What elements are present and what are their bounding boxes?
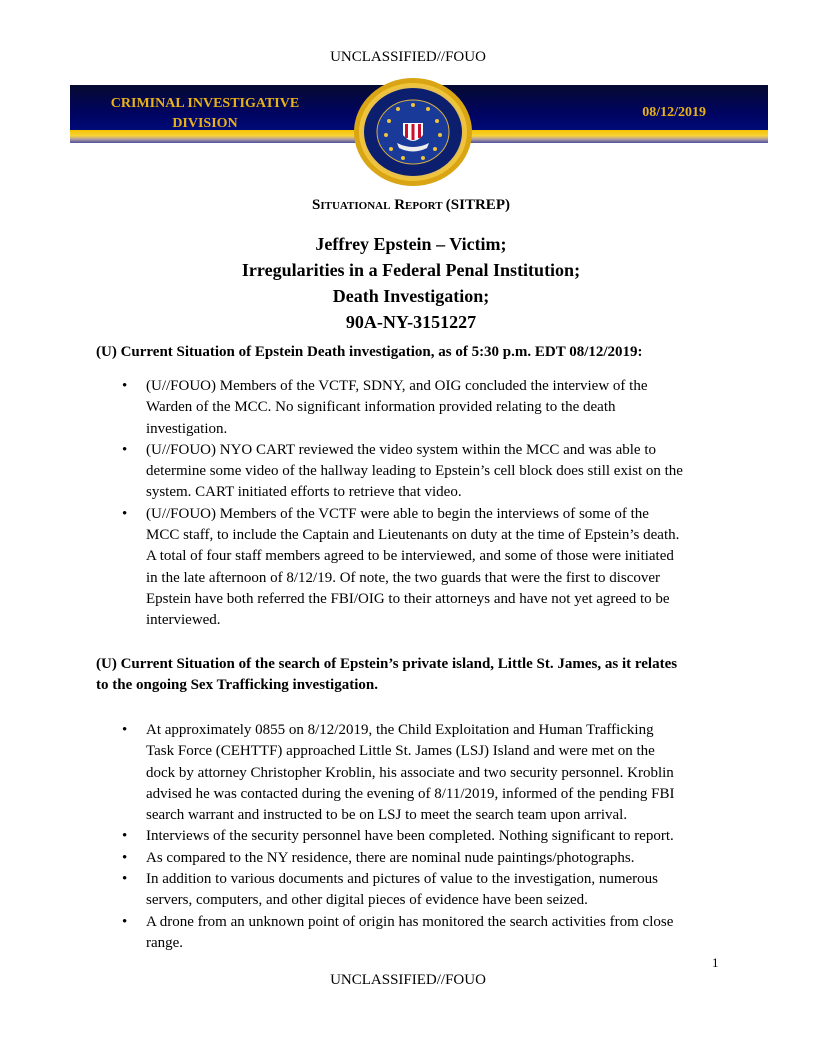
section1-bullet-list (146, 376, 736, 632)
bullet-item (146, 912, 736, 955)
section2-heading (96, 654, 736, 696)
bullet-line: search warrant and instructed to be on LSJ to meet the search team upon arrival. (146, 807, 628, 824)
section2-bullet-list (146, 720, 736, 954)
title-line: Death Investigation; (332, 286, 490, 306)
bullet-line: Task Force (CEHTTF) approached Little St. James (LSJ) Island and were met on the (146, 743, 655, 760)
bullet-line: • A drone from an unknown point of origin has monitored the search activities from close (146, 913, 674, 930)
report-type-label: Situational Report (312, 197, 443, 213)
bullet-item (146, 440, 736, 504)
bullet-line: interviewed. (146, 612, 221, 629)
fbi-seal-icon (353, 77, 473, 187)
report-type-abbrev: (SITREP) (445, 197, 510, 213)
classification-marking-bottom: UNCLASSIFIED//FOUO (330, 972, 486, 988)
division-line-1: CRIMINAL INVESTIGATIVE (110, 96, 300, 111)
banner-date: 08/12/2019 (642, 105, 706, 120)
division-line-2: DIVISION (172, 116, 238, 131)
classification-marking-top: UNCLASSIFIED//FOUO (330, 49, 486, 65)
bullet-line: • (U//FOUO) NYO CART reviewed the video system within the MCC and was able to (146, 441, 657, 458)
page-number: 1 (712, 955, 719, 970)
bullet-item (146, 826, 736, 847)
bullet-item (146, 848, 736, 869)
bullet-line: advised he was contacted during the evening of 8/11/2019, informed of the pending FBI (146, 785, 675, 802)
bullet-line: servers, computers, and other digital pieces of evidence have been seized. (146, 892, 588, 909)
heading-line: (U) Current Situation of the search of Epstein’s private island, Little St. James, as it relates (96, 656, 678, 672)
bullet-item (146, 869, 736, 912)
report-type (96, 197, 726, 214)
division-name (90, 94, 320, 134)
bullet-item (146, 720, 736, 826)
bullet-line: system. CART initiated efforts to retrieve that video. (146, 484, 462, 501)
title-line: Jeffrey Epstein – Victim; (315, 234, 507, 254)
bullet-line: Warden of the MCC. No significant information provided relating to the death (146, 399, 616, 416)
bullet-line: • At approximately 0855 on 8/12/2019, the Child Exploitation and Human Trafficking (146, 722, 654, 738)
title-line: Irregularities in a Federal Penal Institution; (241, 260, 581, 280)
bullet-line: in the late afternoon of 8/12/19. Of note, the two guards that were the first to discover (146, 569, 661, 586)
bullet-item (146, 504, 736, 632)
bullet-line: MCC staff, to include the Captain and Lieutenants on duty at the time of Epstein’s death. (146, 527, 680, 544)
bullet-line: • (U//FOUO) Members of the VCTF were able to begin the interviews of some of the (146, 505, 649, 522)
bullet-line: Epstein have both referred the FBI/OIG to their attorneys and have not yet agreed to be (146, 590, 670, 607)
bullet-line: • In addition to various documents and pictures of value to the investigation, numerous (146, 871, 658, 888)
case-number: 90A-NY-3151227 (345, 312, 477, 332)
bullet-line: investigation. (146, 420, 228, 437)
bullet-line: determine some video of the hallway leading to Epstein’s cell block does still exist on the (146, 463, 683, 480)
bullet-line: A total of four staff members agreed to be interviewed, and some of those were initiated (146, 548, 674, 565)
bullet-line: • Interviews of the security personnel have been completed. Nothing significant to report. (146, 828, 674, 845)
bullet-line: • As compared to the NY residence, there are nominal nude paintings/photographs. (146, 849, 635, 866)
bullet-line: dock by attorney Christopher Kroblin, his associate and two security personnel. Kroblin (146, 764, 674, 781)
document-title (96, 231, 726, 335)
bullet-line: range. (146, 934, 184, 951)
heading-line: to the ongoing Sex Trafficking investigation. (96, 677, 378, 693)
section1-heading: (U) Current Situation of Epstein Death investigation, as of 5:30 p.m. EDT 08/12/2019: (96, 344, 643, 360)
bullet-item (146, 376, 736, 440)
bullet-line: • (U//FOUO) Members of the VCTF, SDNY, and OIG concluded the interview of the (146, 378, 648, 394)
